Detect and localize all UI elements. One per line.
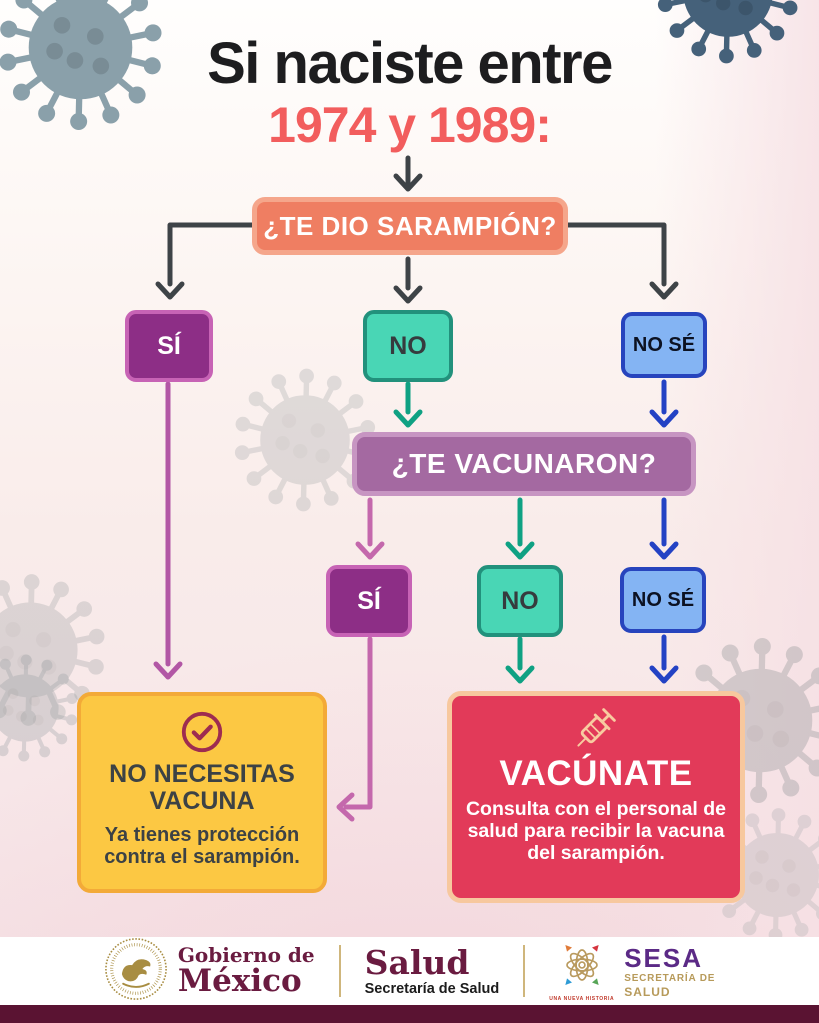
syringe-icon	[570, 704, 622, 752]
connector-q1-to-si1	[158, 225, 252, 297]
sesa-flower-icon	[557, 940, 607, 995]
answer-yes-1-box: SÍ	[125, 310, 213, 382]
connector-q1-to-nose1	[568, 225, 676, 297]
outcome-vaccinate-body: Consulta con el personal de salud para recibir la vacuna del sarampión.	[465, 798, 727, 865]
page-title-line2: 1974 y 1989:	[268, 97, 551, 153]
sesa-tagline: UNA NUEVA HISTORIA	[549, 996, 615, 1002]
sesa-subtitle1: SECRETARÍA DE	[624, 972, 716, 984]
connector-nose2-to-red	[652, 637, 676, 681]
gobierno-de-mexico-logo	[104, 937, 315, 1006]
salud-title: Salud	[364, 942, 470, 982]
gobierno-text-line1: Gobierno de	[177, 942, 315, 967]
connector-no2-to-red	[508, 639, 532, 681]
connector-q2-to-si2	[358, 500, 382, 557]
connector-q2-to-nose2	[652, 500, 676, 557]
answer-yes-2-box: SÍ	[326, 565, 412, 637]
question-measles-box: ¿TE DIO SARAMPIÓN?	[252, 197, 568, 255]
outcome-no-vaccine-body: Ya tienes protección contra el sarampión.	[104, 824, 300, 869]
sesa-subtitle2: SALUD	[624, 984, 671, 999]
question-vaccinated-box: ¿TE VACUNARON?	[352, 432, 696, 496]
footer-divider	[339, 945, 341, 997]
check-circle-icon	[179, 708, 225, 756]
sesa-name: SESA	[624, 942, 704, 973]
sesa-logo	[549, 940, 715, 1002]
outcome-no-vaccine-box	[77, 692, 327, 893]
answer-dontknow-1-box: NO SÉ	[621, 312, 707, 378]
gobierno-text-line2: México	[177, 962, 302, 999]
answer-no-2-box: NO	[477, 565, 563, 637]
footer-divider	[523, 945, 525, 997]
connector-q2-to-no2	[508, 500, 532, 557]
salud-logo	[364, 942, 500, 997]
outcome-vaccinate-box	[447, 691, 745, 903]
outcome-vaccinate-title: VACÚNATE	[499, 754, 693, 793]
eagle-seal-icon	[104, 937, 168, 1006]
connector-nose1-to-q2	[652, 382, 676, 425]
footer-logo-bar	[0, 937, 819, 1005]
connector-no1-to-q2	[396, 384, 420, 425]
connector-title-to-q1	[396, 158, 420, 189]
bottom-maroon-bar	[0, 1005, 819, 1023]
outcome-no-vaccine-title: NO NECESITAS VACUNA	[109, 760, 295, 815]
answer-no-1-box: NO	[363, 310, 453, 382]
answer-dontknow-2-box: NO SÉ	[620, 567, 706, 633]
salud-subtitle: Secretaría de Salud	[364, 980, 500, 997]
page-title-line1: Si naciste entre	[207, 31, 612, 96]
connector-si2-to-yellow	[339, 639, 370, 819]
connector-q1-to-no1	[396, 259, 420, 301]
connector-si1-to-yellow	[156, 384, 180, 677]
